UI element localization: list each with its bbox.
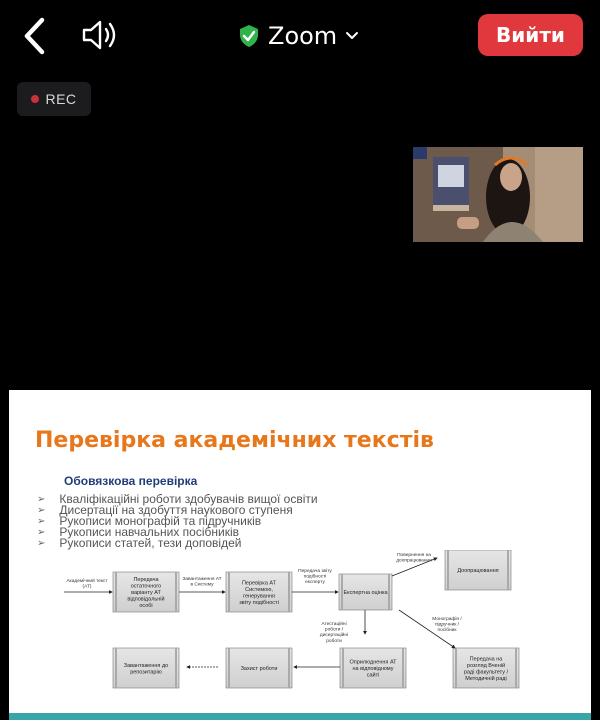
flowchart-box-label: сайті	[366, 672, 380, 679]
flowchart-box-label: на відповідному	[352, 666, 394, 672]
flowchart-box-label: репозитарію	[130, 669, 162, 676]
flowchart-edge-label: подібності	[303, 574, 327, 580]
speaker-icon	[80, 17, 120, 53]
recording-label: REC	[45, 91, 77, 107]
flowchart-box-label: Перевірка АТ	[241, 580, 277, 587]
process-flowchart	[9, 550, 591, 710]
arrow-bullet-icon: ➢	[37, 516, 46, 527]
meeting-info-dropdown[interactable]	[238, 18, 359, 54]
flowchart-box-label: Експертна оцінка	[343, 590, 388, 596]
list-item: ➢ Кваліфікаційні роботи здобувачів вищої освіти	[37, 492, 318, 506]
back-button[interactable]	[18, 16, 52, 56]
list-item: ➢ Рукописи навчальних посібників	[37, 525, 240, 539]
flowchart-edge-label: експерту	[305, 580, 325, 586]
flowchart-box-label: Оприлюднення АТ	[349, 659, 397, 666]
meeting-title: Zoom	[268, 22, 338, 50]
flowchart-box	[226, 572, 292, 612]
flowchart-edge-label: Монографія /	[432, 617, 462, 622]
flowchart-edge-label: (АТ)	[82, 584, 92, 590]
chevron-down-icon	[345, 31, 359, 41]
flowchart-box-label: Методичній раді	[465, 675, 507, 682]
recording-badge	[17, 82, 91, 116]
flowchart-edge-label: Передача звіту	[298, 569, 332, 574]
flowchart-box	[453, 648, 519, 688]
speaker-button[interactable]	[80, 17, 120, 53]
flowchart-edge-label: Завантаження АТ	[182, 577, 222, 582]
bullet-list	[37, 494, 318, 549]
shield-check-icon	[238, 24, 260, 48]
flowchart-edge-label: роботи	[326, 638, 342, 644]
flowchart-box	[113, 648, 179, 688]
arrow-bullet-icon: ➢	[37, 494, 46, 505]
slide-subtitle: Обовязкова перевірка	[64, 474, 198, 488]
arrow-bullet-icon: ➢	[37, 505, 46, 516]
flowchart-box-label: раді факультету /	[463, 669, 509, 676]
flowchart-edge-label: Повернення на	[397, 553, 431, 558]
flowchart-box-label: Доопрацювання	[457, 568, 499, 574]
list-item: ➢ Дисертації на здобуття наукового ступеня	[37, 503, 293, 517]
flowchart-edge-label: підручник /	[434, 622, 460, 628]
flowchart-box-label: генерування	[243, 593, 275, 600]
flowchart-box-label: Передача на	[469, 656, 503, 663]
slide-footer-bar	[9, 713, 591, 720]
flowchart-box-label: відповідальній	[127, 596, 165, 603]
list-item: ➢ Рукописи монографій та підручників	[37, 514, 262, 528]
flowchart-box	[445, 550, 511, 590]
participant-video[interactable]	[413, 147, 583, 242]
flowchart-box-label: Захист роботи	[240, 666, 278, 672]
leave-meeting-button[interactable]: Вийти	[478, 14, 583, 56]
flowchart-edge-label: Академічний текст	[66, 579, 108, 584]
chevron-left-icon	[18, 16, 52, 56]
flowchart-box	[226, 648, 292, 688]
flowchart-box-label: звіту подібності	[239, 599, 279, 606]
arrow-bullet-icon: ➢	[37, 538, 46, 549]
flowchart-edge-label: роботи /	[324, 627, 344, 633]
shared-screen	[9, 390, 591, 720]
arrow-bullet-icon: ➢	[37, 527, 46, 538]
flowchart-box	[113, 572, 179, 612]
flowchart-box-label: Завантаження до	[123, 662, 169, 669]
flowchart-box-label: остаточного	[130, 583, 162, 590]
flowchart-box-label: розгляд Вченій	[466, 662, 506, 669]
flowchart-box	[340, 648, 406, 688]
list-item: ➢ Рукописи статей, тези доповідей	[37, 536, 242, 550]
flowchart-edge-label: в Систему	[190, 582, 214, 588]
flowchart-edge-label: доопрацювання	[396, 558, 432, 564]
participant-video-frame	[413, 147, 583, 242]
call-toolbar	[0, 0, 600, 70]
flowchart-box	[339, 574, 392, 610]
flowchart-edge-label: посібник	[437, 628, 457, 634]
flowchart-box-label: Передача	[133, 577, 159, 583]
flowchart-edge-label: Атестаційні	[321, 622, 347, 627]
flowchart-box-label: Системою,	[245, 586, 273, 593]
flowchart-edge-label: дисертаційні	[319, 633, 349, 639]
flowchart-box-label: варіанту АТ	[131, 590, 161, 596]
flowchart-box-label: особі	[139, 603, 153, 609]
record-dot-icon	[31, 95, 39, 103]
slide-title: Перевірка академічних текстів	[35, 428, 434, 453]
